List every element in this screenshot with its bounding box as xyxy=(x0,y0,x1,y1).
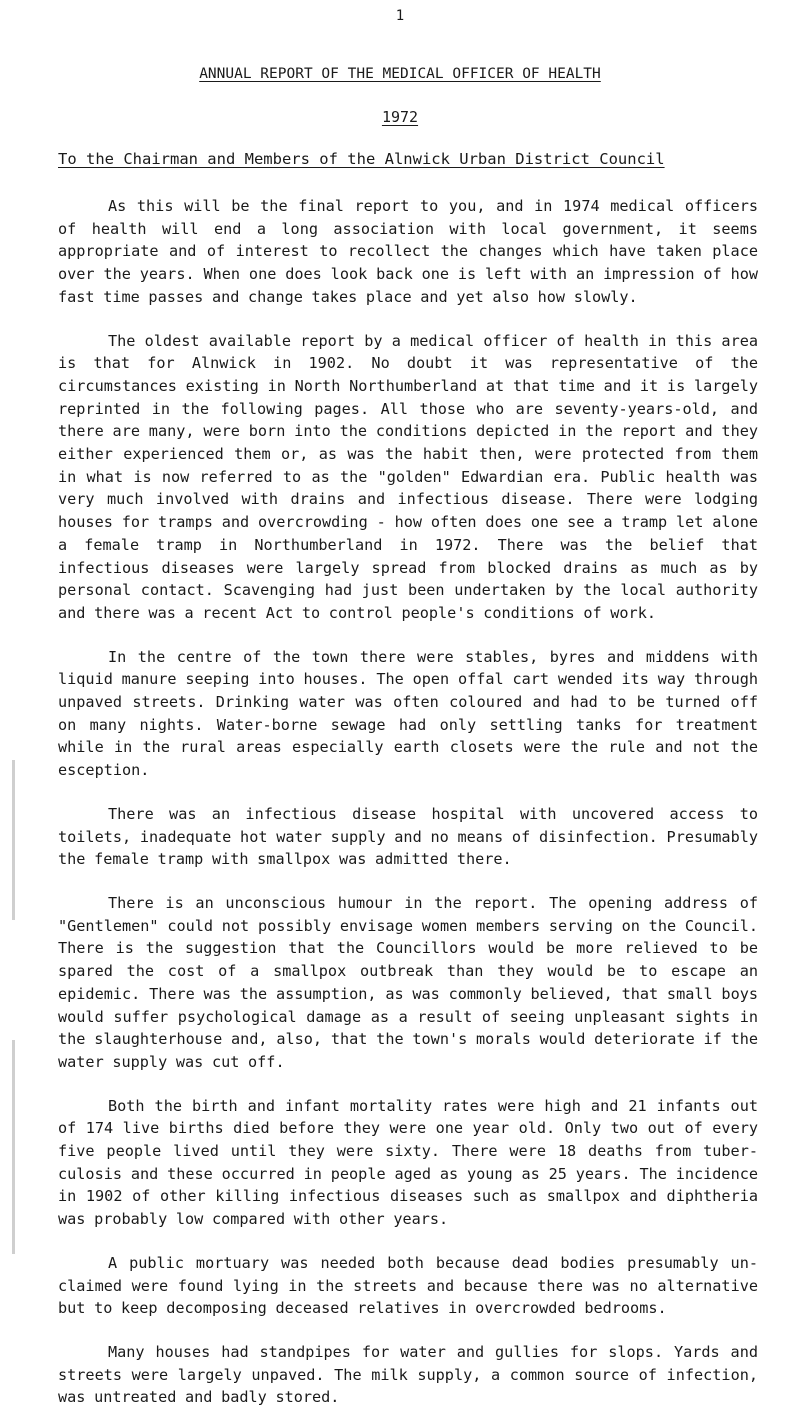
paragraph-final-report: As this will be the final report to you, and in 1974 medical officers of health will end a long association with local government, it seems appropriate and of interest to recollect the changes which have taken place over the years. When one does look back one is left with an impression of how fast time passes and change takes place and yet also how slowly. xyxy=(58,197,758,306)
report-year: 1972 xyxy=(381,108,419,126)
report-body xyxy=(58,195,758,1409)
paragraph-town-centre: In the centre of the town there were stables, byres and middens with liquid manure seeping into houses. The open offal cart wended its way through unpaved streets. Drinking water was often coloured and had to be turned off on many nights. Water-borne sewage had only settling tanks for treatment while in the rural areas especially earth closets were the rule and not the esception. xyxy=(58,647,758,780)
page-number: 1 xyxy=(395,8,405,24)
paragraph-mortality-rates: Both the birth and infant mortality rates were high and 21 infants out of 174 live births died before they were one year old. Only two out of every five people lived until they were sixty. There were 18 deaths from tuber-culosis and these occurred in people aged as young as 25 years. The incidence in 1902 of other killing infectious diseases such as smallpox and diphtheria was probably low compared with other years. xyxy=(58,1096,758,1229)
paragraph-standpipes: Many houses had standpipes for water and gullies for slops. Yards and streets were largely unpaved. The milk supply, a common source of infection, was untreated and badly stored. xyxy=(58,1342,758,1407)
scan-edge-mark xyxy=(12,1040,15,1254)
paragraph-oldest-report: The oldest available report by a medical officer of health in this area is that for Alnwick in 1902. No doubt it was representative of the circumstances existing in North Northumberland at that time and it is largely reprinted in the following pages. All those who are seventy-years-old, and there are many, were born into the conditions depicted in the report and they either experienced them or, as was the habit then, were protected from them in what is now referred to as the "golden" Edwardian era. Public health was very much involved with drains and infectious disease. There were lodging houses for tramps and overcrowding - how often does one see a tramp let alone a female tramp in Northumberland in 1972. There was the belief that infectious diseases were largely spread from blocked drains as much as by personal contact. Scavenging had just been undertaken by the local authority and there was a recent Act to control people's conditions of work. xyxy=(58,331,758,622)
paragraph-infectious-hospital: There was an infectious disease hospital with uncovered access to toilets, inadequate hot water supply and no means of disinfection. Presumably the female tramp with smallpox was admitted there. xyxy=(58,804,758,869)
report-title: ANNUAL REPORT OF THE MEDICAL OFFICER OF HEALTH xyxy=(199,66,601,82)
paragraph-public-mortuary: A public mortuary was needed both because dead bodies presumably un-claimed were found lying in the streets and because there was no alternative but to keep decomposing deceased relatives in overcrowded bedrooms. xyxy=(58,1253,758,1318)
scan-edge-mark xyxy=(12,760,15,920)
addressee-line: To the Chairman and Members of the Alnwick Urban District Council xyxy=(58,150,665,168)
paragraph-unconscious-humour: There is an unconscious humour in the report. The opening address of "Gentlemen" could not possibly envisage women members serving on the Council. There is the suggestion that the Councillors would be more relieved to be spared the cost of a smallpox outbreak than they would be to escape an epidemic. There was the assumption, as was commonly believed, that small boys would suffer psychological damage as a result of seeing unpleasant sights in the slaughterhouse and, also, that the town's morals would deteriorate if the water supply was cut off. xyxy=(58,893,758,1071)
